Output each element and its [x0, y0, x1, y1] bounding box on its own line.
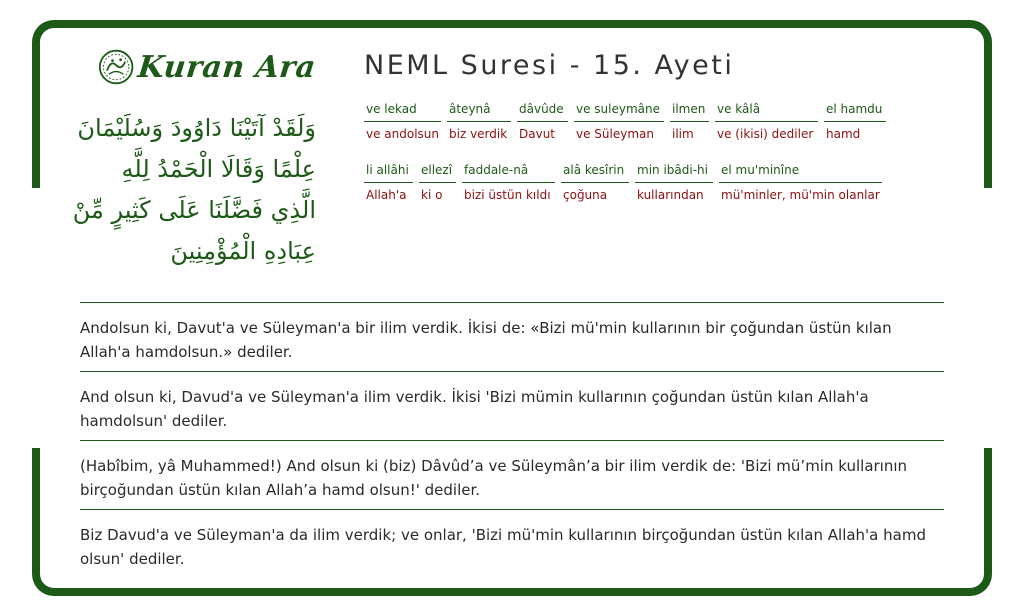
- word-item[interactable]: [574, 98, 664, 145]
- word-meaning: Allah'a: [366, 188, 407, 202]
- arabic-verse: [44, 108, 316, 272]
- word-meaning: ve Süleyman: [576, 127, 654, 141]
- word-meaning: mü'minler, mü'min olanlar: [721, 188, 880, 202]
- word-item[interactable]: [462, 159, 555, 206]
- word-meaning: ve andolsun: [366, 127, 440, 141]
- word-transliteration: ve lekad: [364, 98, 441, 122]
- logo-text: Kuran Ara: [136, 49, 318, 85]
- word-item[interactable]: [824, 98, 886, 145]
- word-transliteration: li allâhi: [364, 159, 413, 183]
- word-meaning: ki o: [421, 188, 443, 202]
- arabic-line: عِبَادِهِ الْمُؤْمِنِينَ: [170, 237, 316, 265]
- word-transliteration: min ibâdi-hi: [635, 159, 713, 183]
- word-transliteration: âteynâ: [447, 98, 511, 122]
- word-item[interactable]: [635, 159, 713, 206]
- word-meaning: hamd: [826, 127, 861, 141]
- verse-title: NEML Suresi - 15. Ayeti: [364, 50, 735, 81]
- word-item[interactable]: [517, 98, 568, 145]
- word-transliteration: ve suleymâne: [574, 98, 664, 122]
- translation-item: Biz Davud'a ve Süleyman'a da ilim verdik; ve onlar, 'Bizi mü'min kullarının birçoğundan üstün kılan Allah'a hamd olsun' dediler.: [80, 526, 926, 568]
- word-item[interactable]: [670, 98, 709, 145]
- arabic-line: وَلَقَدْ آتَيْنَا دَاوُودَ وَسُلَيْمَانَ: [77, 114, 316, 142]
- word-transliteration: dâvûde: [517, 98, 568, 122]
- word-item[interactable]: [447, 98, 511, 145]
- word-meaning: kullarından: [637, 188, 704, 202]
- translation-item: (Habîbim, yâ Muhammed!) And olsun ki (biz) Dâvûd’a ve Süleymân’a bir ilim verdik de: 'Bizi mü’min kullarının birçoğundan üstün kılan Allah’a hamd olsun!' dediler.: [80, 441, 944, 510]
- word-meaning: Davut: [519, 127, 556, 141]
- word-meaning: bizi üstün kıldı: [464, 188, 551, 202]
- translation-item: Andolsun ki, Davut'a ve Süleyman'a bir ilim verdik. İkisi de: «Bizi mü'min kullarının bir çoğundan üstün kılan Allah'a hamdolsun.» dediler.: [80, 303, 944, 372]
- word-meaning: ve (ikisi) dediler: [717, 127, 814, 141]
- word-item[interactable]: [715, 98, 818, 145]
- arabic-line: الَّذِي فَضَّلَنَا عَلَى كَثِيرٍ مِّنْ: [72, 196, 316, 224]
- word-transliteration: el hamdu: [824, 98, 886, 122]
- word-item[interactable]: [364, 159, 413, 206]
- translation-item: And olsun ki, Davud'a ve Süleyman'a ilim verdik. İkisi 'Bizi mümin kullarının çoğundan üstün kılan Allah'a hamdolsun' dediler.: [80, 372, 944, 441]
- word-item[interactable]: [719, 159, 882, 206]
- word-transliteration: alâ kesîrin: [561, 159, 629, 183]
- translation-list: [80, 302, 944, 579]
- word-meaning: ilim: [672, 127, 694, 141]
- word-transliteration: el mu'minîne: [719, 159, 882, 183]
- word-item[interactable]: [364, 98, 441, 145]
- word-item[interactable]: [419, 159, 456, 206]
- word-meaning: çoğuna: [563, 188, 608, 202]
- word-transliteration: faddale-nâ: [462, 159, 555, 183]
- word-transliteration: ilmen: [670, 98, 709, 122]
- word-meaning: biz verdik: [449, 127, 508, 141]
- quran-emblem-icon: [98, 47, 134, 87]
- word-by-word-list: [364, 98, 924, 206]
- word-transliteration: ve kâlâ: [715, 98, 818, 122]
- site-logo[interactable]: [98, 46, 316, 88]
- word-transliteration: ellezî: [419, 159, 456, 183]
- word-item[interactable]: [561, 159, 629, 206]
- arabic-line: عِلْمًا وَقَالَا الْحَمْدُ لِلَّهِ: [121, 155, 316, 183]
